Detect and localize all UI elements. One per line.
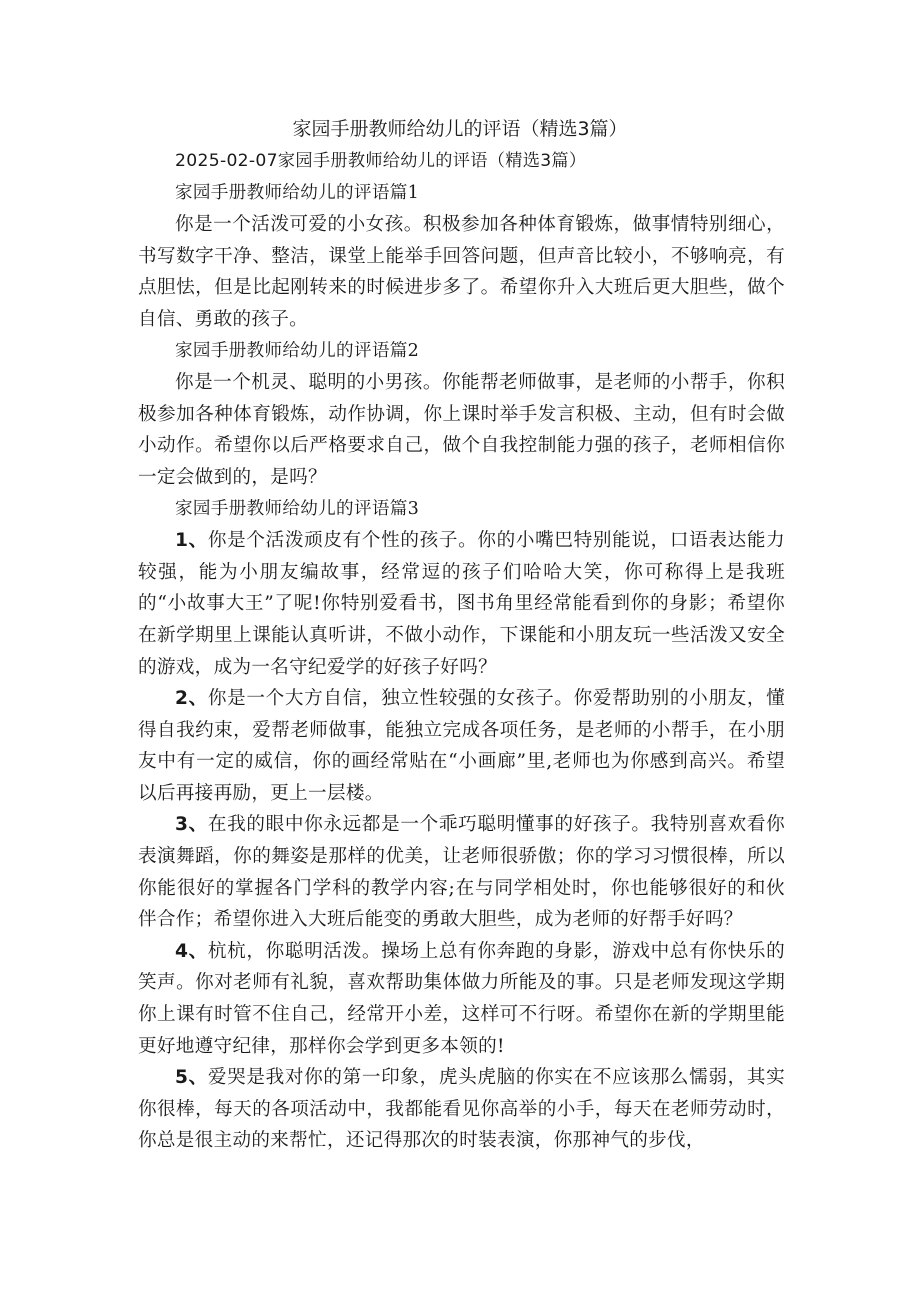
numbered-item	[138, 683, 785, 809]
numbered-item	[138, 525, 785, 683]
section-heading: 家园手册教师给幼儿的评语篇3	[175, 498, 420, 519]
item-text: 你是一个大方自信，独立性较强的女孩子。你爱帮助别的小朋友，懂得自我约束，爱帮老师做事，能独立完成各项任务，是老师的小帮手，在小朋友中有一定的威信，你的画经常贴在“小画廊”里,老师也为你感到高兴。希望以后再接再励，更上一层楼。	[138, 688, 785, 804]
document-subtitle: 2025-02-07家园手册教师给幼儿的评语（精选3篇）	[175, 151, 587, 171]
section-paragraph: 你是一个机灵、聪明的小男孩。你能帮老师做事，是老师的小帮手，你积极参加各种体育锻炼，动作协调，你上课时举手发言积极、主动，但有时会做小动作。希望你以后严格要求自己，做个自我控制能力强的孩子，老师相信你一定会做到的，是吗？	[138, 372, 785, 488]
item-text: 杭杭，你聪明活泼。操场上总有你奔跑的身影，游戏中总有你快乐的笑声。你对老师有礼貌，喜欢帮助集体做力所能及的事。只是老师发现这学期你上课有时管不住自己，经常开小差，这样可不行呀。希望你在新的学期里能更好地遵守纪律，那样你会学到更多本领的!	[138, 940, 785, 1057]
section-paragraph: 你是一个活泼可爱的小女孩。积极参加各种体育锻炼，做事情特别细心，书写数字干净、整洁，课堂上能举手回答问题，但声音比较小，不够响亮，有点胆怯，但是比起刚转来的时候进步多了。希望你升入大班后更大胆些，做个自信、勇敢的孩子。	[138, 214, 785, 330]
document-title: 家园手册教师给幼儿的评语（精选3篇）	[292, 118, 628, 140]
item-number: 5、	[175, 1067, 208, 1089]
section-heading: 家园手册教师给幼儿的评语篇1	[175, 182, 420, 203]
item-text: 你是个活泼顽皮有个性的孩子。你的小嘴巴特别能说，口语表达能力较强，能为小朋友编故事，经常逗的孩子们哈哈大笑，你可称得上是我班的“小故事大王”了呢!你特别爱看书，图书角里经常能看到你的身影；希望你在新学期里上课能认真听讲，不做小动作，下课能和小朋友玩一些活泼又安全的游戏，成为一名守纪爱学的好孩子好吗？	[138, 530, 785, 678]
numbered-item	[138, 809, 785, 935]
numbered-item	[138, 1062, 785, 1157]
item-number: 4、	[175, 940, 208, 962]
numbered-item	[138, 936, 785, 1062]
item-number: 1、	[175, 530, 208, 552]
item-number: 3、	[175, 814, 208, 836]
document-body	[138, 146, 785, 1157]
section-heading: 家园手册教师给幼儿的评语篇2	[175, 340, 420, 361]
item-text: 爱哭是我对你的第一印象，虎头虎脑的你实在不应该那么懦弱，其实你很棒，每天的各项活动中，我都能看见你高举的小手，每天在老师劳动时，你总是很主动的来帮忙，还记得那次的时装表演，你那神气的步伐，	[138, 1067, 785, 1152]
item-number: 2、	[175, 688, 208, 710]
item-text: 在我的眼中你永远都是一个乖巧聪明懂事的好孩子。我特别喜欢看你表演舞蹈，你的舞姿是那样的优美，让老师很骄傲；你的学习习惯很棒，所以你能很好的掌握各门学科的教学内容;在与同学相处时，你也能够很好的和伙伴合作；希望你进入大班后能变的勇敢大胆些，成为老师的好帮手好吗？	[138, 814, 785, 931]
